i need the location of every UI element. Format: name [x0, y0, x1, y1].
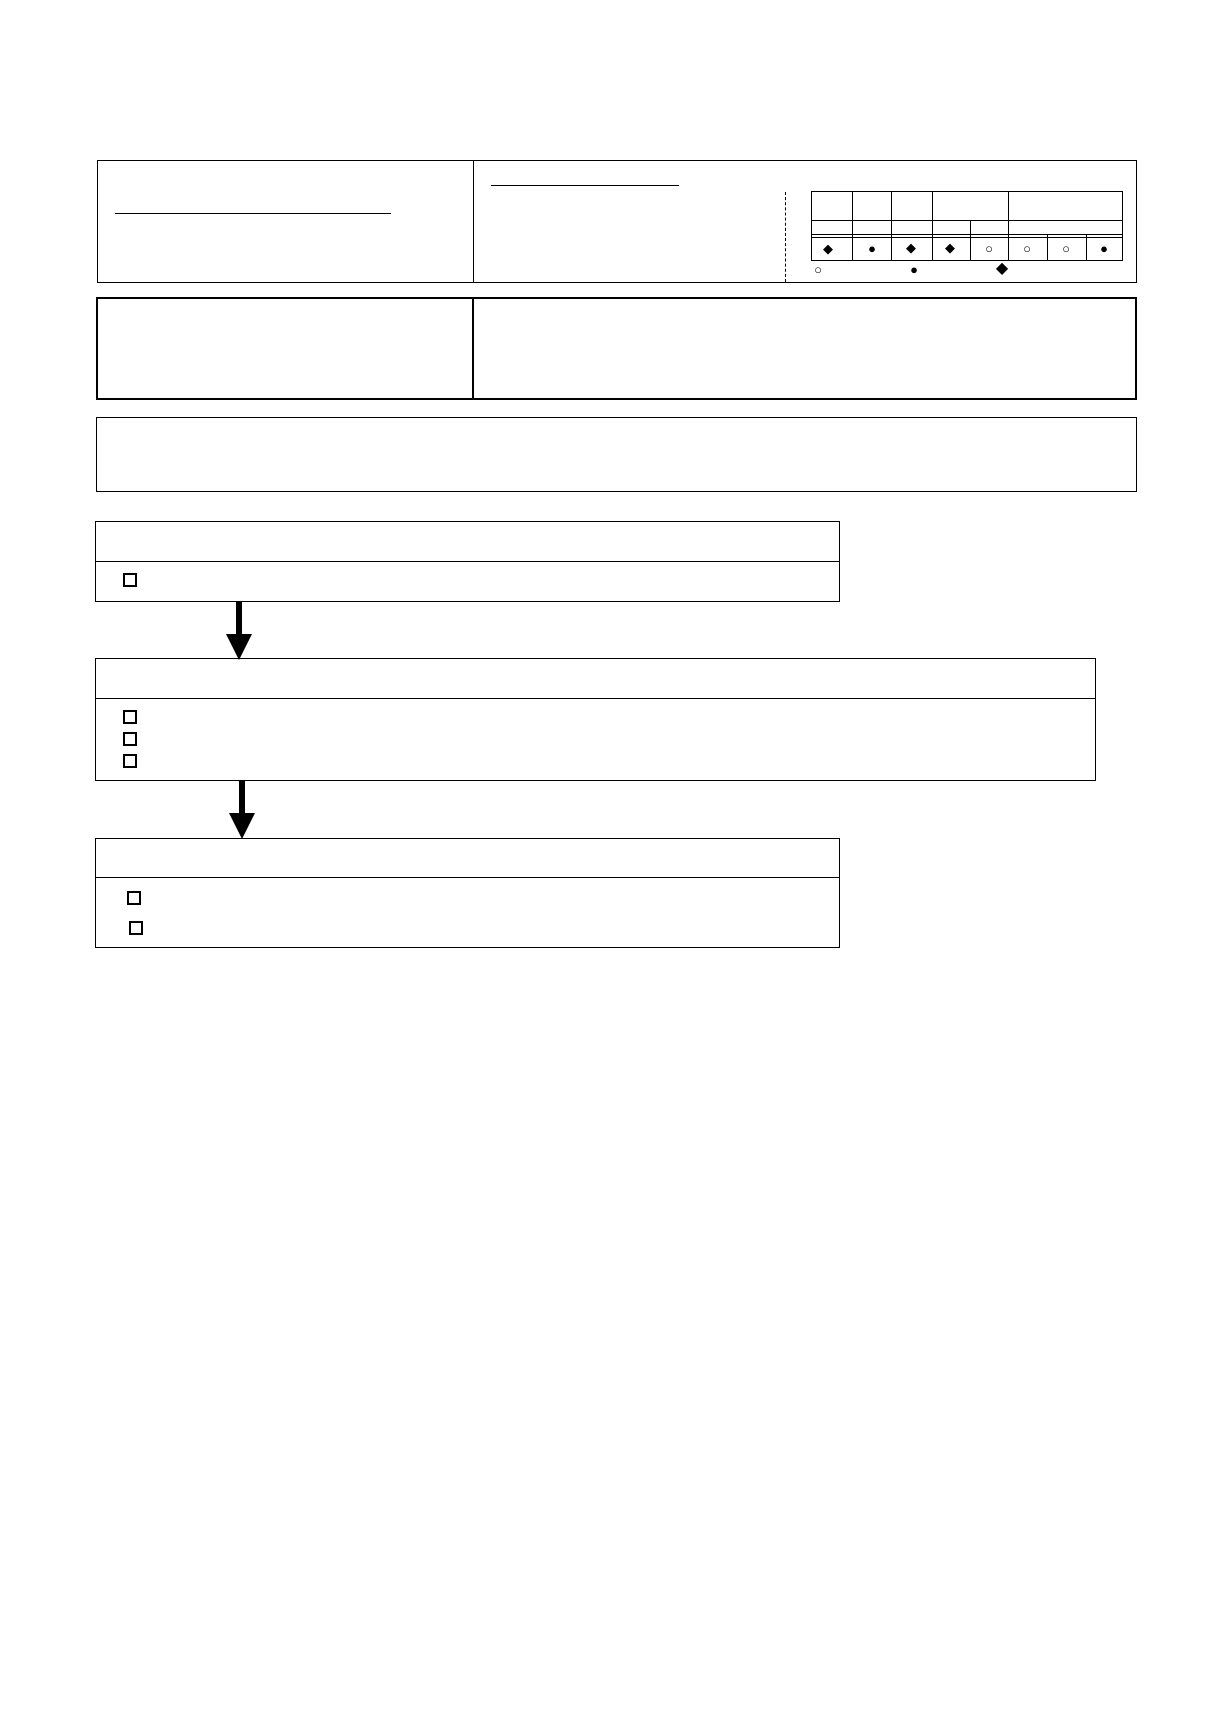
- checkbox-icon[interactable]: [129, 921, 143, 935]
- checkbox-icon[interactable]: [123, 732, 137, 746]
- legend-symbol-circle: ○: [1023, 241, 1031, 256]
- header-left-underline: [115, 213, 391, 214]
- legend-symbol-diamond: ◆: [823, 241, 833, 256]
- legend-col-line: [970, 220, 971, 261]
- info-row-divider: [472, 297, 474, 400]
- legend-key-dot: ●: [910, 262, 918, 277]
- flow-step-1-divider: [95, 561, 840, 562]
- legend-symbol-diamond: ◆: [945, 240, 955, 255]
- legend-symbol-circle: ○: [1062, 241, 1070, 256]
- header-center-underline: [491, 185, 679, 186]
- legend-col-line: [891, 191, 892, 261]
- legend-table: [811, 191, 1123, 261]
- legend-symbol-dot: ●: [1100, 241, 1108, 256]
- flow-step-3-divider: [95, 877, 840, 878]
- legend-symbol-circle: ○: [985, 241, 993, 256]
- legend-col-line: [1008, 191, 1009, 261]
- checkbox-icon[interactable]: [127, 891, 141, 905]
- header-dashed-divider: [785, 192, 786, 282]
- legend-symbol-diamond: ◆: [906, 240, 916, 255]
- note-box: [96, 417, 1137, 492]
- legend-col-line: [852, 191, 853, 261]
- header-divider: [473, 160, 474, 283]
- checkbox-icon[interactable]: [123, 710, 137, 724]
- checkbox-icon[interactable]: [123, 573, 137, 587]
- info-row: [96, 297, 1137, 400]
- legend-col-line: [1086, 234, 1087, 261]
- legend-col-line: [932, 191, 933, 261]
- legend-key-circle: ○: [814, 262, 822, 277]
- legend-row-line: [811, 220, 1123, 221]
- arrow-down-icon: [226, 602, 252, 660]
- flow-step-3: [95, 838, 840, 948]
- legend-key-diamond: ◆: [995, 260, 1009, 277]
- checkbox-icon[interactable]: [123, 754, 137, 768]
- legend-row-line: [811, 234, 1123, 235]
- arrow-down-icon: [229, 781, 255, 839]
- legend-col-line: [1047, 234, 1048, 261]
- flow-step-2-divider: [95, 698, 1096, 699]
- legend-row-line: [811, 237, 1123, 238]
- flow-step-2: [95, 658, 1096, 781]
- legend-symbol-dot: ●: [868, 241, 876, 256]
